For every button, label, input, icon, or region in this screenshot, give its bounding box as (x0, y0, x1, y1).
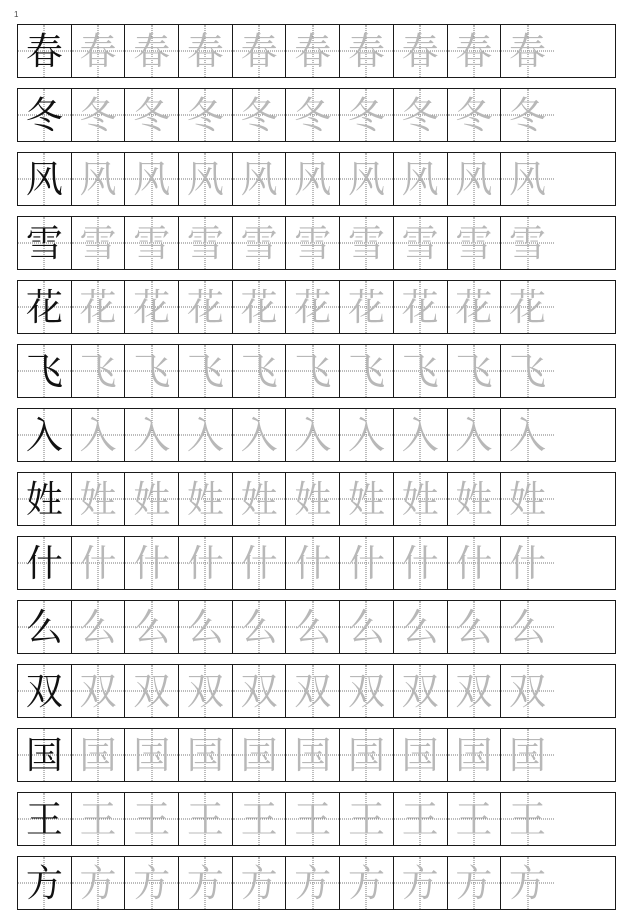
trace-cell (124, 409, 178, 461)
trace-character: 王 (133, 797, 171, 841)
trace-cell (124, 281, 178, 333)
trace-cell (339, 537, 393, 589)
model-cell (18, 89, 71, 141)
trace-character: 雪 (133, 221, 171, 265)
trace-character: 入 (455, 413, 493, 457)
trace-character: 国 (240, 733, 278, 777)
trace-cell (500, 665, 554, 717)
trace-cell (339, 793, 393, 845)
model-cell (18, 601, 71, 653)
model-cell (18, 665, 71, 717)
trace-cell (285, 537, 339, 589)
trace-character: 风 (294, 157, 332, 201)
trace-cell (447, 25, 501, 77)
practice-row (17, 600, 616, 654)
practice-row (17, 216, 616, 270)
practice-grid (17, 24, 616, 920)
trace-character: 姓 (401, 477, 439, 521)
trace-cell (285, 601, 339, 653)
trace-cell (339, 473, 393, 525)
trace-cell (285, 473, 339, 525)
trace-character: 风 (455, 157, 493, 201)
trace-character: 么 (294, 605, 332, 649)
trace-character: 么 (509, 605, 547, 649)
trace-cell (339, 345, 393, 397)
trace-cell (124, 25, 178, 77)
trace-cell (500, 601, 554, 653)
model-character: 什 (25, 541, 63, 585)
trace-cell (393, 345, 447, 397)
practice-row (17, 472, 616, 526)
trace-cell (393, 217, 447, 269)
trace-character: 冬 (509, 93, 547, 137)
trace-character: 国 (455, 733, 493, 777)
practice-row (17, 792, 616, 846)
trace-cell (447, 601, 501, 653)
trace-cell (285, 89, 339, 141)
trace-character: 国 (401, 733, 439, 777)
trace-character: 冬 (79, 93, 117, 137)
trace-cell (124, 217, 178, 269)
model-character: 么 (25, 605, 63, 649)
trace-cell (285, 665, 339, 717)
trace-character: 么 (186, 605, 224, 649)
model-cell (18, 25, 71, 77)
trace-character: 飞 (455, 349, 493, 393)
model-character: 冬 (25, 93, 63, 137)
trace-character: 花 (455, 285, 493, 329)
trace-character: 双 (294, 669, 332, 713)
trace-character: 花 (240, 285, 278, 329)
trace-character: 风 (133, 157, 171, 201)
trace-cell (447, 409, 501, 461)
trace-character: 双 (186, 669, 224, 713)
model-cell (18, 153, 71, 205)
trace-character: 冬 (133, 93, 171, 137)
trace-character: 冬 (347, 93, 385, 137)
trace-cell (393, 153, 447, 205)
trace-character: 双 (133, 669, 171, 713)
trace-cell (178, 345, 232, 397)
trace-character: 春 (133, 29, 171, 73)
trace-character: 春 (294, 29, 332, 73)
trace-cell (339, 281, 393, 333)
trace-cell (178, 409, 232, 461)
trace-cell (232, 89, 286, 141)
trace-cell (447, 537, 501, 589)
trace-cell (500, 153, 554, 205)
trace-cell (124, 153, 178, 205)
trace-character: 方 (186, 861, 224, 905)
trace-character: 雪 (294, 221, 332, 265)
trace-character: 风 (401, 157, 439, 201)
trace-cell (71, 537, 125, 589)
trace-character: 王 (401, 797, 439, 841)
trace-cell (500, 345, 554, 397)
model-character: 王 (25, 797, 63, 841)
trace-character: 姓 (186, 477, 224, 521)
trace-cell (339, 729, 393, 781)
trace-cell (124, 729, 178, 781)
trace-cell (285, 217, 339, 269)
trace-character: 方 (509, 861, 547, 905)
trace-character: 雪 (509, 221, 547, 265)
trace-character: 春 (455, 29, 493, 73)
trace-cell (232, 537, 286, 589)
model-cell (18, 537, 71, 589)
practice-row (17, 24, 616, 78)
trace-cell (393, 473, 447, 525)
trace-cell (124, 601, 178, 653)
page-number: 1 (14, 10, 19, 19)
trace-cell (178, 537, 232, 589)
trace-cell (393, 537, 447, 589)
trace-character: 什 (79, 541, 117, 585)
trace-character: 么 (401, 605, 439, 649)
trace-character: 飞 (79, 349, 117, 393)
trace-character: 雪 (347, 221, 385, 265)
trace-cell (393, 729, 447, 781)
trace-cell (232, 281, 286, 333)
practice-row (17, 88, 616, 142)
trace-cell (339, 217, 393, 269)
trace-character: 姓 (347, 477, 385, 521)
trace-character: 王 (455, 797, 493, 841)
trace-cell (285, 281, 339, 333)
trace-cell (232, 601, 286, 653)
trace-cell (232, 25, 286, 77)
trace-character: 国 (186, 733, 224, 777)
trace-cell (232, 153, 286, 205)
model-cell (18, 473, 71, 525)
trace-cell (124, 473, 178, 525)
trace-cell (447, 217, 501, 269)
trace-character: 入 (240, 413, 278, 457)
trace-cell (232, 217, 286, 269)
trace-character: 方 (240, 861, 278, 905)
trace-character: 雪 (79, 221, 117, 265)
trace-character: 王 (186, 797, 224, 841)
trace-character: 春 (509, 29, 547, 73)
trace-character: 什 (186, 541, 224, 585)
trace-character: 飞 (401, 349, 439, 393)
trace-cell (71, 857, 125, 909)
trace-cell (71, 409, 125, 461)
trace-character: 飞 (294, 349, 332, 393)
trace-cell (339, 89, 393, 141)
model-character: 入 (25, 413, 63, 457)
trace-character: 双 (509, 669, 547, 713)
trace-character: 冬 (294, 93, 332, 137)
trace-cell (71, 345, 125, 397)
trace-cell (500, 89, 554, 141)
trace-character: 风 (186, 157, 224, 201)
trace-cell (178, 281, 232, 333)
model-character: 方 (25, 861, 63, 905)
trace-character: 风 (347, 157, 385, 201)
trace-character: 春 (240, 29, 278, 73)
practice-row (17, 536, 616, 590)
trace-character: 么 (133, 605, 171, 649)
trace-character: 入 (401, 413, 439, 457)
trace-cell (393, 281, 447, 333)
trace-cell (178, 793, 232, 845)
trace-character: 王 (347, 797, 385, 841)
trace-character: 国 (347, 733, 385, 777)
trace-cell (393, 89, 447, 141)
trace-character: 花 (347, 285, 385, 329)
trace-cell (339, 409, 393, 461)
trace-character: 雪 (455, 221, 493, 265)
trace-character: 么 (347, 605, 385, 649)
model-cell (18, 217, 71, 269)
trace-character: 姓 (79, 477, 117, 521)
model-character: 花 (25, 285, 63, 329)
trace-cell (393, 665, 447, 717)
trace-cell (447, 473, 501, 525)
trace-cell (447, 729, 501, 781)
trace-character: 花 (294, 285, 332, 329)
trace-character: 么 (79, 605, 117, 649)
trace-character: 姓 (294, 477, 332, 521)
trace-cell (71, 217, 125, 269)
trace-cell (339, 857, 393, 909)
trace-cell (178, 153, 232, 205)
trace-character: 飞 (347, 349, 385, 393)
trace-cell (500, 25, 554, 77)
model-character: 风 (25, 157, 63, 201)
trace-character: 双 (79, 669, 117, 713)
trace-character: 姓 (455, 477, 493, 521)
trace-character: 春 (186, 29, 224, 73)
trace-cell (447, 793, 501, 845)
trace-character: 花 (186, 285, 224, 329)
trace-cell (393, 857, 447, 909)
trace-character: 入 (79, 413, 117, 457)
trace-cell (232, 345, 286, 397)
trace-character: 什 (401, 541, 439, 585)
practice-row (17, 664, 616, 718)
trace-cell (178, 729, 232, 781)
trace-cell (71, 473, 125, 525)
trace-cell (285, 729, 339, 781)
trace-cell (285, 345, 339, 397)
trace-cell (178, 25, 232, 77)
trace-character: 花 (509, 285, 547, 329)
trace-character: 方 (347, 861, 385, 905)
trace-character: 方 (294, 861, 332, 905)
trace-cell (124, 857, 178, 909)
trace-cell (178, 473, 232, 525)
trace-character: 国 (509, 733, 547, 777)
trace-character: 风 (240, 157, 278, 201)
trace-cell (393, 409, 447, 461)
trace-character: 国 (79, 733, 117, 777)
trace-cell (71, 25, 125, 77)
trace-cell (232, 473, 286, 525)
trace-cell (500, 473, 554, 525)
trace-cell (339, 665, 393, 717)
trace-cell (124, 665, 178, 717)
trace-cell (71, 153, 125, 205)
trace-cell (447, 153, 501, 205)
trace-character: 方 (455, 861, 493, 905)
trace-cell (500, 409, 554, 461)
trace-character: 姓 (509, 477, 547, 521)
trace-character: 雪 (240, 221, 278, 265)
practice-row (17, 280, 616, 334)
practice-row (17, 856, 616, 910)
trace-character: 花 (79, 285, 117, 329)
trace-character: 方 (401, 861, 439, 905)
trace-cell (339, 25, 393, 77)
trace-cell (285, 409, 339, 461)
trace-character: 冬 (401, 93, 439, 137)
trace-cell (500, 793, 554, 845)
trace-character: 春 (79, 29, 117, 73)
trace-character: 花 (133, 285, 171, 329)
trace-character: 王 (240, 797, 278, 841)
trace-cell (71, 601, 125, 653)
trace-character: 冬 (455, 93, 493, 137)
trace-cell (500, 857, 554, 909)
model-cell (18, 857, 71, 909)
trace-cell (285, 25, 339, 77)
model-character: 姓 (25, 477, 63, 521)
trace-character: 入 (347, 413, 385, 457)
trace-cell (232, 793, 286, 845)
trace-cell (71, 665, 125, 717)
practice-row (17, 728, 616, 782)
trace-character: 么 (455, 605, 493, 649)
trace-character: 双 (401, 669, 439, 713)
trace-cell (500, 537, 554, 589)
trace-cell (393, 793, 447, 845)
trace-character: 王 (79, 797, 117, 841)
trace-character: 国 (133, 733, 171, 777)
trace-character: 飞 (240, 349, 278, 393)
model-character: 春 (25, 29, 63, 73)
trace-cell (447, 281, 501, 333)
trace-character: 姓 (133, 477, 171, 521)
trace-cell (393, 25, 447, 77)
model-character: 国 (25, 733, 63, 777)
trace-cell (339, 601, 393, 653)
trace-character: 双 (455, 669, 493, 713)
trace-cell (71, 793, 125, 845)
trace-cell (71, 281, 125, 333)
trace-cell (178, 89, 232, 141)
model-character: 雪 (25, 221, 63, 265)
trace-character: 入 (133, 413, 171, 457)
model-character: 双 (25, 669, 63, 713)
trace-cell (447, 665, 501, 717)
practice-row (17, 344, 616, 398)
trace-character: 什 (509, 541, 547, 585)
trace-cell (339, 153, 393, 205)
model-cell (18, 729, 71, 781)
trace-cell (232, 409, 286, 461)
trace-cell (500, 217, 554, 269)
trace-cell (500, 729, 554, 781)
trace-character: 么 (240, 605, 278, 649)
trace-character: 春 (401, 29, 439, 73)
trace-character: 什 (240, 541, 278, 585)
model-cell (18, 409, 71, 461)
trace-cell (124, 793, 178, 845)
trace-character: 王 (509, 797, 547, 841)
trace-cell (124, 537, 178, 589)
trace-character: 风 (79, 157, 117, 201)
trace-character: 什 (455, 541, 493, 585)
trace-character: 飞 (509, 349, 547, 393)
trace-cell (393, 601, 447, 653)
trace-cell (71, 729, 125, 781)
trace-cell (447, 857, 501, 909)
trace-character: 什 (347, 541, 385, 585)
model-cell (18, 281, 71, 333)
trace-character: 入 (294, 413, 332, 457)
trace-character: 入 (186, 413, 224, 457)
trace-character: 飞 (186, 349, 224, 393)
trace-character: 什 (294, 541, 332, 585)
trace-character: 雪 (401, 221, 439, 265)
trace-cell (232, 857, 286, 909)
model-character: 飞 (25, 349, 63, 393)
trace-cell (447, 89, 501, 141)
trace-character: 风 (509, 157, 547, 201)
trace-character: 花 (401, 285, 439, 329)
practice-row (17, 408, 616, 462)
trace-character: 方 (133, 861, 171, 905)
model-cell (18, 793, 71, 845)
trace-cell (124, 89, 178, 141)
trace-cell (178, 857, 232, 909)
trace-cell (71, 89, 125, 141)
trace-character: 春 (347, 29, 385, 73)
trace-character: 国 (294, 733, 332, 777)
trace-cell (178, 601, 232, 653)
trace-character: 飞 (133, 349, 171, 393)
trace-cell (178, 665, 232, 717)
trace-character: 方 (79, 861, 117, 905)
trace-character: 入 (509, 413, 547, 457)
trace-cell (232, 665, 286, 717)
trace-character: 姓 (240, 477, 278, 521)
practice-row (17, 152, 616, 206)
trace-character: 冬 (240, 93, 278, 137)
trace-cell (500, 281, 554, 333)
trace-character: 雪 (186, 221, 224, 265)
trace-character: 冬 (186, 93, 224, 137)
trace-cell (285, 793, 339, 845)
trace-cell (285, 857, 339, 909)
trace-cell (232, 729, 286, 781)
trace-character: 双 (347, 669, 385, 713)
trace-cell (178, 217, 232, 269)
trace-cell (447, 345, 501, 397)
trace-cell (124, 345, 178, 397)
trace-character: 王 (294, 797, 332, 841)
model-cell (18, 345, 71, 397)
trace-character: 双 (240, 669, 278, 713)
trace-cell (285, 153, 339, 205)
trace-character: 什 (133, 541, 171, 585)
